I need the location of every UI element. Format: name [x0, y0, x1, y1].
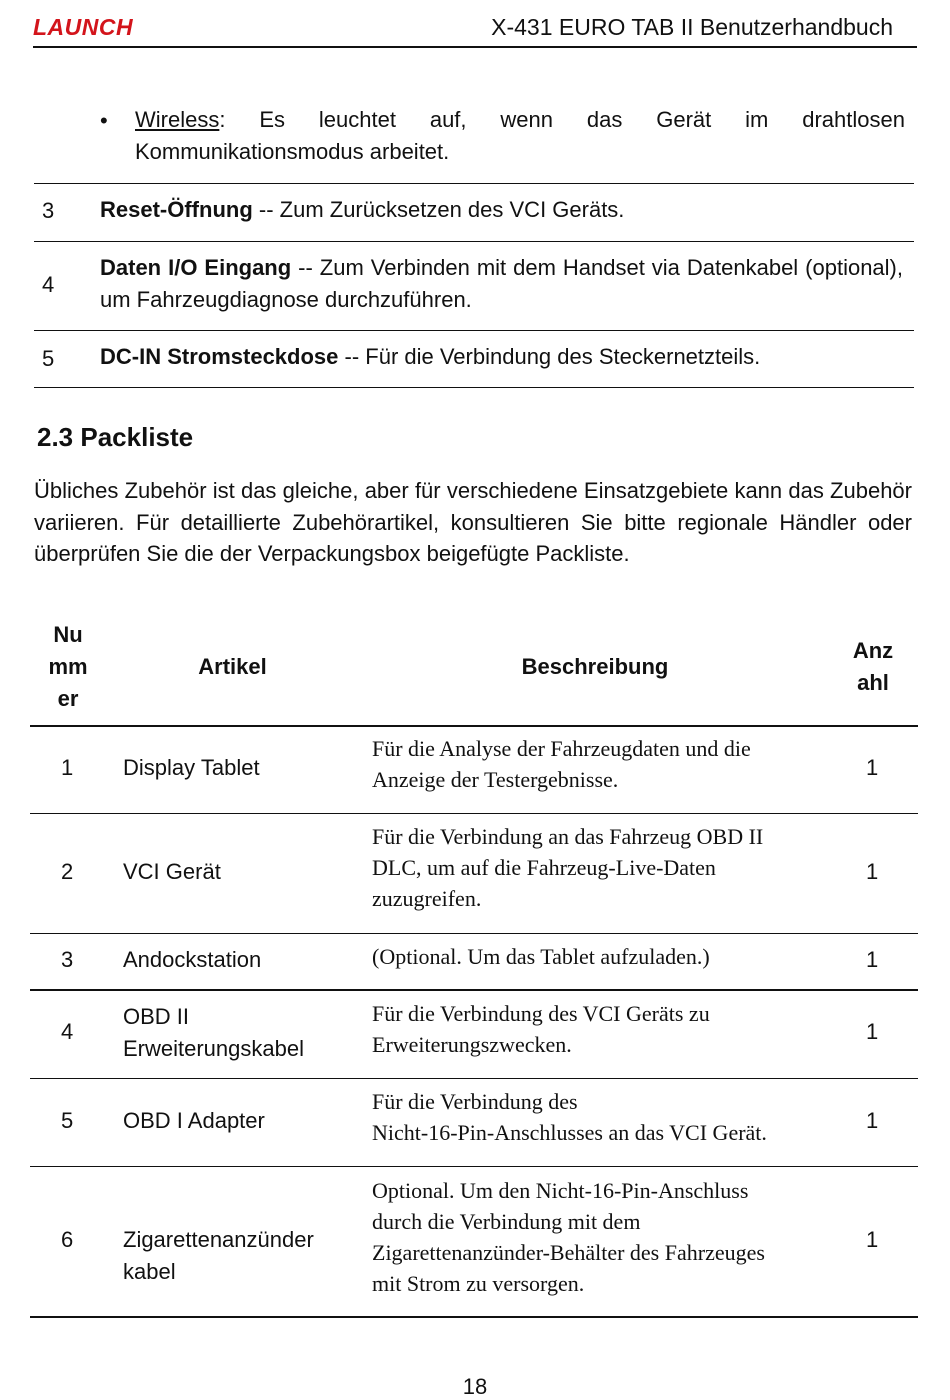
brand-logo: LAUNCH — [33, 14, 134, 40]
bullet-symbol: • — [100, 108, 108, 133]
row-quantity: 1 — [866, 1019, 879, 1044]
section-heading: 2.3 Packliste — [37, 422, 194, 452]
part-term: DC-IN Stromsteckdose — [100, 344, 339, 369]
table-row-divider — [30, 989, 918, 991]
header-divider — [33, 46, 917, 48]
part-description: Daten I/O Eingang -- Zum Verbinden mit dem Handset via Datenkabel (optional), um Fahrzeugdiagnose durchzuführen. — [100, 255, 903, 312]
part-number: 4 — [42, 272, 55, 297]
parts-divider — [34, 183, 914, 184]
row-description: Für die Verbindung des VCI Geräts zu Erweiterungszwecken. — [372, 1001, 710, 1057]
row-quantity: 1 — [866, 859, 879, 884]
row-number: 3 — [61, 947, 74, 972]
row-quantity: 1 — [866, 1108, 879, 1133]
row-number: 2 — [61, 859, 74, 884]
part-term: Daten I/O Eingang — [100, 255, 292, 280]
bullet-term: Wireless — [135, 107, 220, 132]
row-item: Zigarettenanzünder kabel — [123, 1227, 314, 1284]
table-bottom-divider — [30, 1316, 918, 1318]
row-item: Display Tablet — [123, 755, 260, 780]
row-number: 1 — [61, 755, 74, 780]
row-number: 4 — [61, 1019, 74, 1044]
row-quantity: 1 — [866, 947, 879, 972]
row-number: 5 — [61, 1108, 74, 1133]
row-item: OBD II Erweiterungskabel — [123, 1004, 304, 1061]
table-header-divider — [30, 725, 918, 727]
section-paragraph: Übliches Zubehör ist das gleiche, aber für verschiedene Einsatzgebiete kann das Zubehör variieren. Für detaillierte Zubehörartikel, konsultieren Sie bitte regionale Händler oder überprüfen Sie die der Verpackungsbox beigefügte Packliste. — [34, 478, 912, 566]
bullet-description: : Es leuchtet auf, wenn das Gerät im drahtlosen Kommunikationsmodus arbeitet. — [135, 107, 905, 164]
row-item: Andockstation — [123, 947, 262, 972]
manual-title: X-431 EURO TAB II Benutzerhandbuch — [491, 14, 893, 40]
bullet-wireless — [135, 104, 905, 168]
header-quantity: Anz ahl — [852, 638, 894, 695]
table-row-divider — [30, 933, 918, 934]
part-description: Reset-Öffnung -- Zum Zurücksetzen des VCI Geräts. — [100, 197, 625, 222]
part-number: 5 — [42, 346, 55, 371]
row-description: Optional. Um den Nicht-16-Pin-Anschluss durch die Verbindung mit dem Zigarettenanzünder-Behälter des Fahrzeuges mit Strom zu versorgen. — [372, 1178, 765, 1296]
row-item: OBD I Adapter — [123, 1108, 265, 1133]
row-number: 6 — [61, 1227, 74, 1252]
table-row-divider — [30, 1078, 918, 1079]
row-quantity: 1 — [866, 1227, 879, 1252]
row-item: VCI Gerät — [123, 859, 221, 884]
page-number: 18 — [462, 1374, 488, 1399]
header-item: Artikel — [198, 654, 267, 679]
header-num: Nu mm er — [48, 622, 88, 711]
table-row-divider — [30, 813, 918, 814]
row-description: Für die Analyse der Fahrzeugdaten und die Anzeige der Testergebnisse. — [372, 736, 751, 792]
header-description: Beschreibung — [521, 654, 669, 679]
parts-divider — [34, 241, 914, 242]
part-term: Reset-Öffnung — [100, 197, 253, 222]
part-description: DC-IN Stromsteckdose -- Für die Verbindung des Steckernetzteils. — [100, 344, 761, 369]
table-row-divider — [30, 1166, 918, 1167]
row-description: (Optional. Um das Tablet aufzuladen.) — [372, 944, 710, 969]
row-description: Für die Verbindung des Nicht-16-Pin-Anschlusses an das VCI Gerät. — [372, 1089, 767, 1145]
row-description: Für die Verbindung an das Fahrzeug OBD II DLC, um auf die Fahrzeug-Live-Daten zuzugreifen. — [372, 824, 764, 911]
row-quantity: 1 — [866, 755, 879, 780]
part-number: 3 — [42, 198, 55, 223]
parts-divider — [34, 387, 914, 388]
parts-divider — [34, 330, 914, 331]
